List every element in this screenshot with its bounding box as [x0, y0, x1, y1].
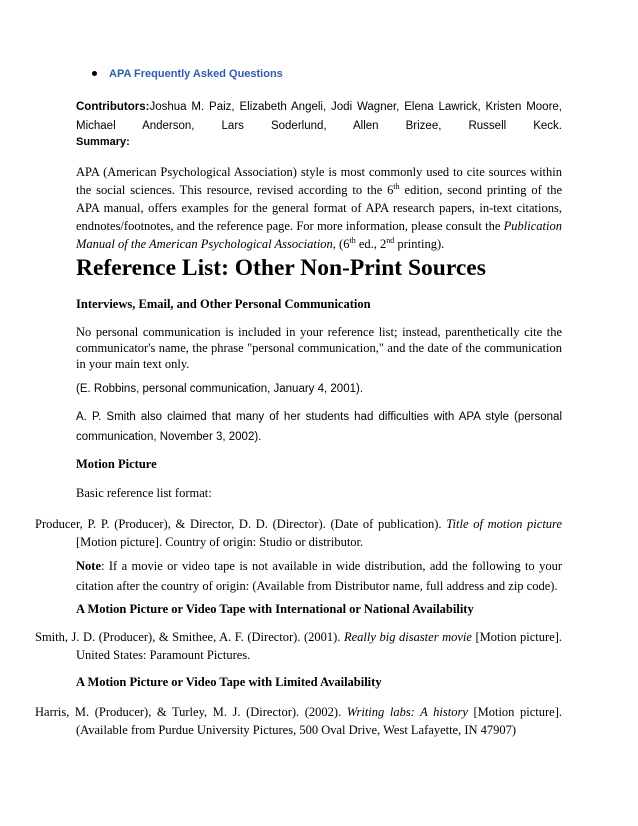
reference-entry-international-rest: [Motion picture]. United States: Paramount Pictures. — [76, 630, 562, 662]
section-title: Reference List: Other Non-Print Sources — [76, 255, 486, 281]
note-text: : If a movie or video tape is not available in wide distribution, add the following to your citation after the country of origin: (Available from Distributor name, full address and zip code). — [76, 559, 562, 593]
contributors-line — [76, 98, 562, 136]
bullet-icon — [92, 71, 97, 76]
apa-faq-link[interactable]: APA Frequently Asked Questions — [109, 68, 283, 80]
summary-text-3: , (6 — [332, 237, 350, 251]
reference-entry-international-title: Really big disaster movie — [344, 630, 472, 644]
summary-text-1: APA (American Psychological Association) style is most commonly used to cite sources within the social sciences. This resource, revised according to the 6 — [76, 165, 562, 197]
reference-entry-limited-authors: Harris, M. (Producer), & Turley, M. J. (Director). (2002). — [35, 705, 347, 719]
bullet-list-item — [92, 68, 283, 80]
summary-paragraph — [76, 163, 562, 253]
reference-entry-basic-authors: Producer, P. P. (Producer), & Director, D. D. (Director). (Date of publication). — [35, 517, 447, 531]
reference-entry-limited — [35, 703, 562, 739]
contributors-names: Joshua M. Paiz, Elizabeth Angeli, Jodi Wagner, Elena Lawrick, Kristen Moore, Michael — [76, 101, 562, 132]
personal-example-2: A. P. Smith also claimed that many of her students had difficulties with APA style (personal communication, November 3, 2002). — [76, 411, 562, 443]
summary-text-2: edition, second printing of the APA manual, offers examples for the general format of APA research papers, in-text citations, endnotes/footnotes, and the reference page. For more information, please consult the — [76, 183, 562, 233]
reference-entry-international — [35, 628, 562, 664]
reference-entry-basic — [35, 515, 562, 551]
reference-entry-international-authors: Smith, J. D. (Producer), & Smithee, A. F. (Director). (2001). — [35, 630, 344, 644]
personal-communication-paragraph: No personal communication is included in your reference list; instead, parenthetically cite the communicator's name, the phrase "personal communication," and the date of the communication in your main text only. — [76, 325, 562, 371]
personal-communication-heading: Interviews, Email, and Other Personal Communication — [76, 297, 371, 311]
contributors-label: Contributors: — [76, 101, 150, 113]
summary-text-4: ed., 2 — [355, 237, 387, 251]
summary-sup-3: nd — [386, 235, 395, 245]
personal-example-1: (E. Robbins, personal communication, January 4, 2001). — [76, 383, 364, 395]
reference-entry-basic-rest: [Motion picture]. Country of origin: Studio or distributor. — [76, 535, 364, 549]
limited-availability-heading: A Motion Picture or Video Tape with Limited Availability — [76, 675, 382, 689]
summary-text-5: printing). — [394, 237, 445, 251]
note-label: Note — [76, 559, 101, 573]
reference-entry-limited-title: Writing labs: A history — [346, 705, 468, 719]
summary-sup-1: th — [393, 181, 400, 191]
summary-label: Summary: — [76, 136, 130, 148]
summary-sup-2: th — [349, 235, 356, 245]
international-availability-heading: A Motion Picture or Video Tape with International or National Availability — [76, 602, 474, 616]
basic-format-label: Basic reference list format: — [76, 486, 212, 500]
motion-picture-heading: Motion Picture — [76, 457, 157, 471]
contributors-names-cont: Anderson, Lars Soderlund, Allen Brizee, Russell Keck. — [142, 120, 562, 132]
reference-entry-limited-rest: [Motion picture]. (Available from Purdue University Pictures, 500 Oval Drive, West Lafayette, IN 47907) — [76, 705, 562, 737]
reference-entry-basic-title: Title of motion picture — [446, 517, 562, 531]
summary-book-title: Publication Manual of the American Psychological Association — [76, 219, 562, 251]
note-paragraph — [76, 556, 562, 596]
